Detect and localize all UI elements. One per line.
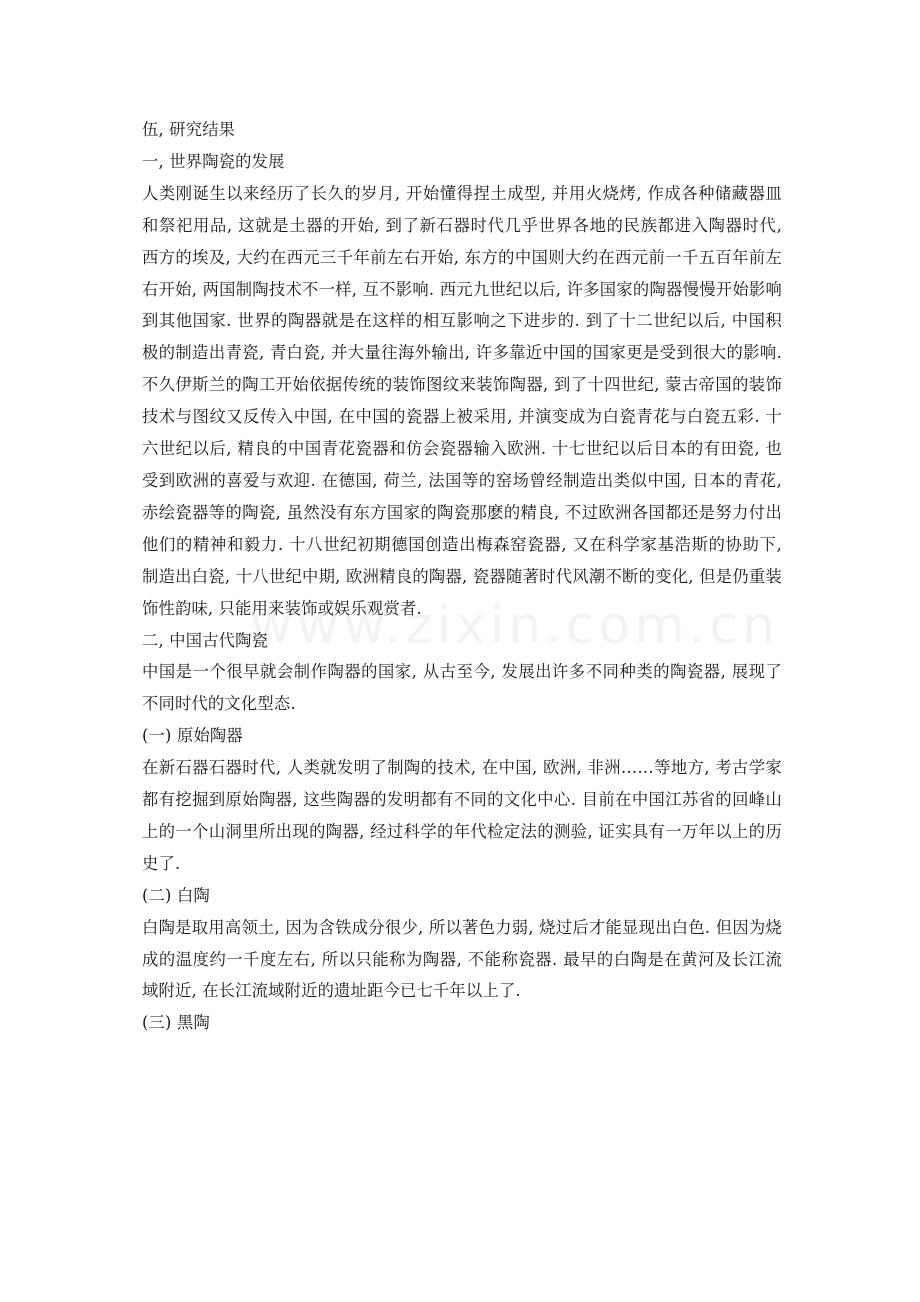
section-1-title: 一, 世界陶瓷的发展 (142, 151, 285, 171)
section-2-title: 二, 中国古代陶瓷 (142, 630, 269, 650)
subsection-3-title: (三) 黑陶 (142, 1013, 210, 1033)
section-1-paragraph: 人类刚诞生以来经历了长久的岁月, 开始懂得捏土成型, 并用火烧烤, 作成各种储藏器皿和祭祀用品, 这就是土器的开始, 到了新石器时代几乎世界各地的民族都进入陶器时代, 西方的埃及, 大约在西元三千年前左右开始, 东方的中国则大约在西元前一千五百年前左右开始, 两国制陶技术不一样, 互不影响. 西元九世纪以后, 许多国家的陶器慢慢开始影响到其他国家. 世界的陶器就是在这样的相互影响之下进步的. 到了十二世纪以后, 中国积极的制造出青瓷, 青白瓷, 并大量往海外输出, 许多靠近中国的国家更是受到很大的影响. 不久伊斯兰的陶工开始依据传统的装饰图纹来装饰陶器, 到了十四世纪, 蒙古帝国的装饰技术与图纹又反传入中国, 在中国的瓷器上被采用, 并演变成为白瓷青花与白瓷五彩. 十六世纪以后, 精良的中国青花瓷器和仿会瓷器输入欧洲. 十七世纪以后日本的有田瓷, 也受到欧洲的喜爱与欢迎. 在德国, 荷兰, 法国等的窑场曾经制造出类似中国, 日本的青花, 赤绘瓷器等的陶瓷, 虽然没有东方国家的陶瓷那麽的精良, 不过欧洲各国都还是努力付出他们的精神和毅力. 十八世纪初期德国创造出梅森窑瓷器, 又在科学家基浩斯的协助下, 制造出白瓷, 十八世纪中期, 欧洲精良的陶器, 瓷器随著时代风潮不断的变化, 但是仍重装饰性韵味, 只能用来装饰或娱乐观赏者. (142, 183, 782, 618)
subsection-1-title: (一) 原始陶器 (142, 726, 243, 746)
document-body (142, 114, 782, 1039)
subsection-1-paragraph: 在新石器石器时代, 人类就发明了制陶的技术, 在中国, 欧洲, 非洲……等地方, 考古学家都有挖掘到原始陶器, 这些陶器的发明都有不同的文化中心. 目前在中国江苏省的回峰山上的一个山洞里所出现的陶器, 经过科学的年代检定法的测验, 证实具有一万年以上的历史了. (142, 758, 782, 873)
main-heading: 伍, 研究结果 (142, 120, 236, 139)
section-2-paragraph: 中国是一个很早就会制作陶器的国家, 从古至今, 发展出许多不同种类的陶瓷器, 展现了不同时代的文化型态. (142, 662, 782, 714)
subsection-2-paragraph: 白陶是取用高领土, 因为含铁成分很少, 所以著色力弱, 烧过后才能显现出白色. 但因为烧成的温度约一千度左右, 所以只能称为陶器, 不能称瓷器. 最早的白陶是在黄河及长江流域附近, 在长江流域附近的遗址距今已七千年以上了. (142, 917, 782, 1001)
subsection-2-title: (二) 白陶 (142, 885, 210, 905)
